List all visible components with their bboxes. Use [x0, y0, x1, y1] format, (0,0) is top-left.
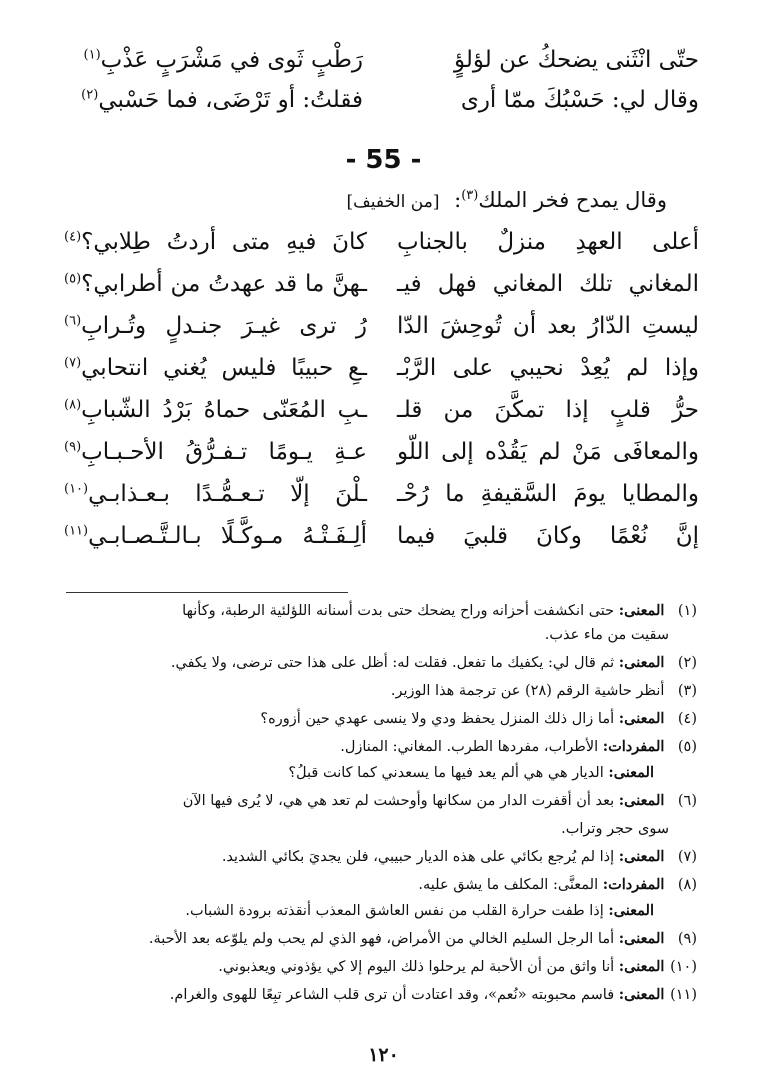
footnote-number: (٧)	[677, 849, 697, 865]
footnote-continuation: سقيت من ماء عذب.	[544, 627, 669, 643]
footnote-sub	[57, 900, 654, 922]
verse-line	[64, 222, 699, 262]
footnote-label: المعنى:	[618, 848, 665, 865]
hemistich-first: أعلى العهدِ منزلٌ بالجنابِ	[397, 229, 699, 255]
poem-meter: [من الخفيف]	[346, 192, 440, 212]
footnote-number: (٥)	[677, 739, 697, 755]
hemistich-second: كانَ فيهِ متى أردتُ طِلابي؟$^{(٤)}$	[64, 229, 367, 255]
footnote-text: المعنَّى: المكلف ما يشق عليه.	[418, 877, 599, 893]
footnote-marker: (٥)	[64, 271, 82, 287]
hemistich-second: ـلْنَ إلّا تـعـمُّـدًا بـعـذابـي$^{(١٠)}$	[64, 481, 367, 507]
hemistich-first: وقال لي: حَسْبُكَ ممّا أرى	[460, 87, 699, 113]
hemistich-second: ـهنَّ ما قد عهدتُ من أطرابي؟$^{(٥)}$	[64, 271, 367, 297]
footnote	[57, 790, 697, 812]
hemistich-second: رَطْبٍ ثَوى في مَشْرَبٍ عَذْبِ$^{(١)}$	[83, 47, 363, 73]
footnote-divider	[66, 592, 348, 593]
footnote-label: المعنى:	[618, 930, 665, 947]
footnote-text: ثم قال لي: يكفيك ما تفعل. فقلت له: أظل على هذا حتى ترضى، ولا يكفي.	[170, 655, 615, 671]
verse-line	[64, 432, 699, 472]
footnote	[57, 928, 697, 950]
hemistich-first: إنَّ نُعْمًا وكانَ قلبيَ فيما	[397, 523, 699, 549]
hemistich-second: فقلتُ: أو تَرْضَى، فما حَسْبي$^{(٢)}$	[81, 87, 363, 113]
footnote-text: بعد أن أقفرت الدار من سكانها وأوحشت لم تعد هي هي، لا يُرى فيها الآن	[182, 793, 615, 809]
footnote-marker: (١٠)	[64, 481, 89, 497]
footnote-label: المفردات:	[602, 738, 665, 755]
footnote	[57, 874, 697, 896]
footnote-number: (١٠)	[670, 959, 697, 975]
hemistich-second: ـعِ حبيبًا فليس يُغني انتحابي$^{(٧)}$	[64, 355, 367, 381]
footnote-label: المعنى:	[618, 986, 665, 1003]
footnote-number: (١)	[677, 603, 697, 619]
footnote-label: المعنى:	[608, 902, 654, 919]
footnote-label: المعنى:	[618, 602, 665, 619]
footnote-marker: (٦)	[64, 313, 82, 329]
footnote	[57, 984, 697, 1006]
footnote-marker: (٧)	[64, 355, 82, 371]
poem-intro-text: وقال يمدح فخر الملك	[478, 188, 667, 212]
footnote	[57, 680, 697, 702]
footnote-label: المعنى:	[618, 654, 665, 671]
hemistich-second: ـبِ المُعَنّى حماهُ بَرْدُ الشّبابِ$^{(٨)}$	[64, 397, 367, 423]
verse-line	[64, 348, 699, 388]
footnote-number: (٦)	[677, 793, 697, 809]
footnote-label: المعنى:	[618, 958, 665, 975]
footnote	[57, 736, 697, 758]
footnote-number: (٣)	[677, 683, 697, 699]
verse-line	[64, 306, 699, 346]
hemistich-second: عـةِ يـومًا تـفـرُّقُ الأحـبـابِ$^{(٩)}$	[64, 439, 367, 465]
footnote-number: (٤)	[677, 711, 697, 727]
hemistich-first: وإذا لم يُعِدْ نحيبي على الرَّبْـ	[397, 355, 699, 381]
poem-intro-colon: :	[454, 188, 462, 212]
page-number: ١٢٠	[368, 1044, 399, 1066]
footnote-text: أما الرجل السليم الخالي من الأمراض، فهو الذي لم يحب ولم يلوّعه بعد الأحبة.	[148, 931, 615, 947]
footnote-marker: (٩)	[64, 439, 82, 455]
footnote-continuation: سوى حجر وتراب.	[561, 821, 669, 837]
footnote-text: إذا لم يُرجع بكائي على هذه الديار حبيبي، فلن يجديَ بكائي الشديد.	[221, 849, 615, 865]
verse-line	[64, 40, 699, 80]
footnote-marker: (٣)	[461, 188, 479, 203]
footnote-text: فاسم محبوبته «نُعم»، وقد اعتادت أن ترى قلب الشاعر تبِعًا للهوى والغرام.	[169, 987, 615, 1003]
hemistich-first: حرُّ قلبٍ إذا تمكَّنَ من قلـ	[397, 397, 699, 423]
footnote	[57, 956, 697, 978]
footnote-text: إذا طفت حرارة القلب من نفس العاشق المعذب أنقذته برودة الشباب.	[185, 903, 604, 919]
footnote-marker: (٢)	[81, 87, 99, 103]
footnote-text: الديار هي هي ألم يعد فيها ما يسعدني كما كانت قبلُ؟	[288, 765, 604, 781]
footnote-marker: (١١)	[64, 523, 89, 539]
footnote-sub	[57, 762, 654, 784]
hemistich-second: ألِـفَـتْـهُ مـوكَّـلًا بـالـتَّـصـابـي$^{(١١)}$	[64, 523, 367, 549]
verse-line	[64, 264, 699, 304]
footnote-marker: (٤)	[64, 229, 82, 245]
footnote-text: أنظر حاشية الرقم (٢٨) عن ترجمة هذا الوزير.	[390, 683, 665, 699]
footnote-number: (١١)	[670, 987, 697, 1003]
footnote-text: الأطراب، مفردها الطرب. المغاني: المنازل.	[340, 739, 599, 755]
poem-number: - 55 -	[345, 145, 422, 175]
verse-line	[64, 390, 699, 430]
footnote	[57, 600, 697, 622]
footnote-label: المعنى:	[608, 764, 654, 781]
footnote	[57, 708, 697, 730]
hemistich-first: المغاني تلك المغاني فهل فيـ	[397, 271, 699, 297]
footnote-text: أما زال ذلك المنزل يحفظ ودي ولا ينسى عهدي حين أزوره؟	[260, 711, 615, 727]
hemistich-first: حتّى انْثَنى يضحكُ عن لؤلؤٍ	[453, 47, 699, 73]
footnote-number: (٩)	[677, 931, 697, 947]
footnote-number: (٢)	[677, 655, 697, 671]
verse-line	[64, 474, 699, 514]
footnote	[57, 846, 697, 868]
footnote-number: (٨)	[677, 877, 697, 893]
footnote-text: حتى انكشفت أحزانه وراح يضحك حتى بدت أسنانه اللؤلئية الرطبة، وكأنها	[182, 603, 615, 619]
verse-line	[64, 516, 699, 556]
footnote-label: المعنى:	[618, 792, 665, 809]
footnote-marker: (٨)	[64, 397, 82, 413]
hemistich-second: رُ ترى غيـرَ جنـدلٍ وتُـرابِ$^{(٦)}$	[64, 313, 367, 339]
hemistich-first: ليستِ الدّارُ بعد أن تُوحِشَ الدّا	[397, 313, 699, 339]
footnote-label: المفردات:	[602, 876, 665, 893]
footnote-label: المعنى:	[618, 710, 665, 727]
hemistich-first: والمعافَى مَنْ لم يَقُدْه إلى اللّو	[397, 439, 699, 465]
hemistich-first: والمطايا يومَ السَّقيفةِ ما رُحْـ	[397, 481, 699, 507]
footnote-marker: (١)	[83, 47, 101, 63]
footnote	[57, 652, 697, 674]
footnote-text: أنا واثق من أن الأحبة لم يرحلوا ذلك اليوم إلا كي يؤذوني ويعذبوني.	[218, 959, 615, 975]
poem-intro	[107, 180, 667, 220]
verse-line	[64, 80, 699, 120]
